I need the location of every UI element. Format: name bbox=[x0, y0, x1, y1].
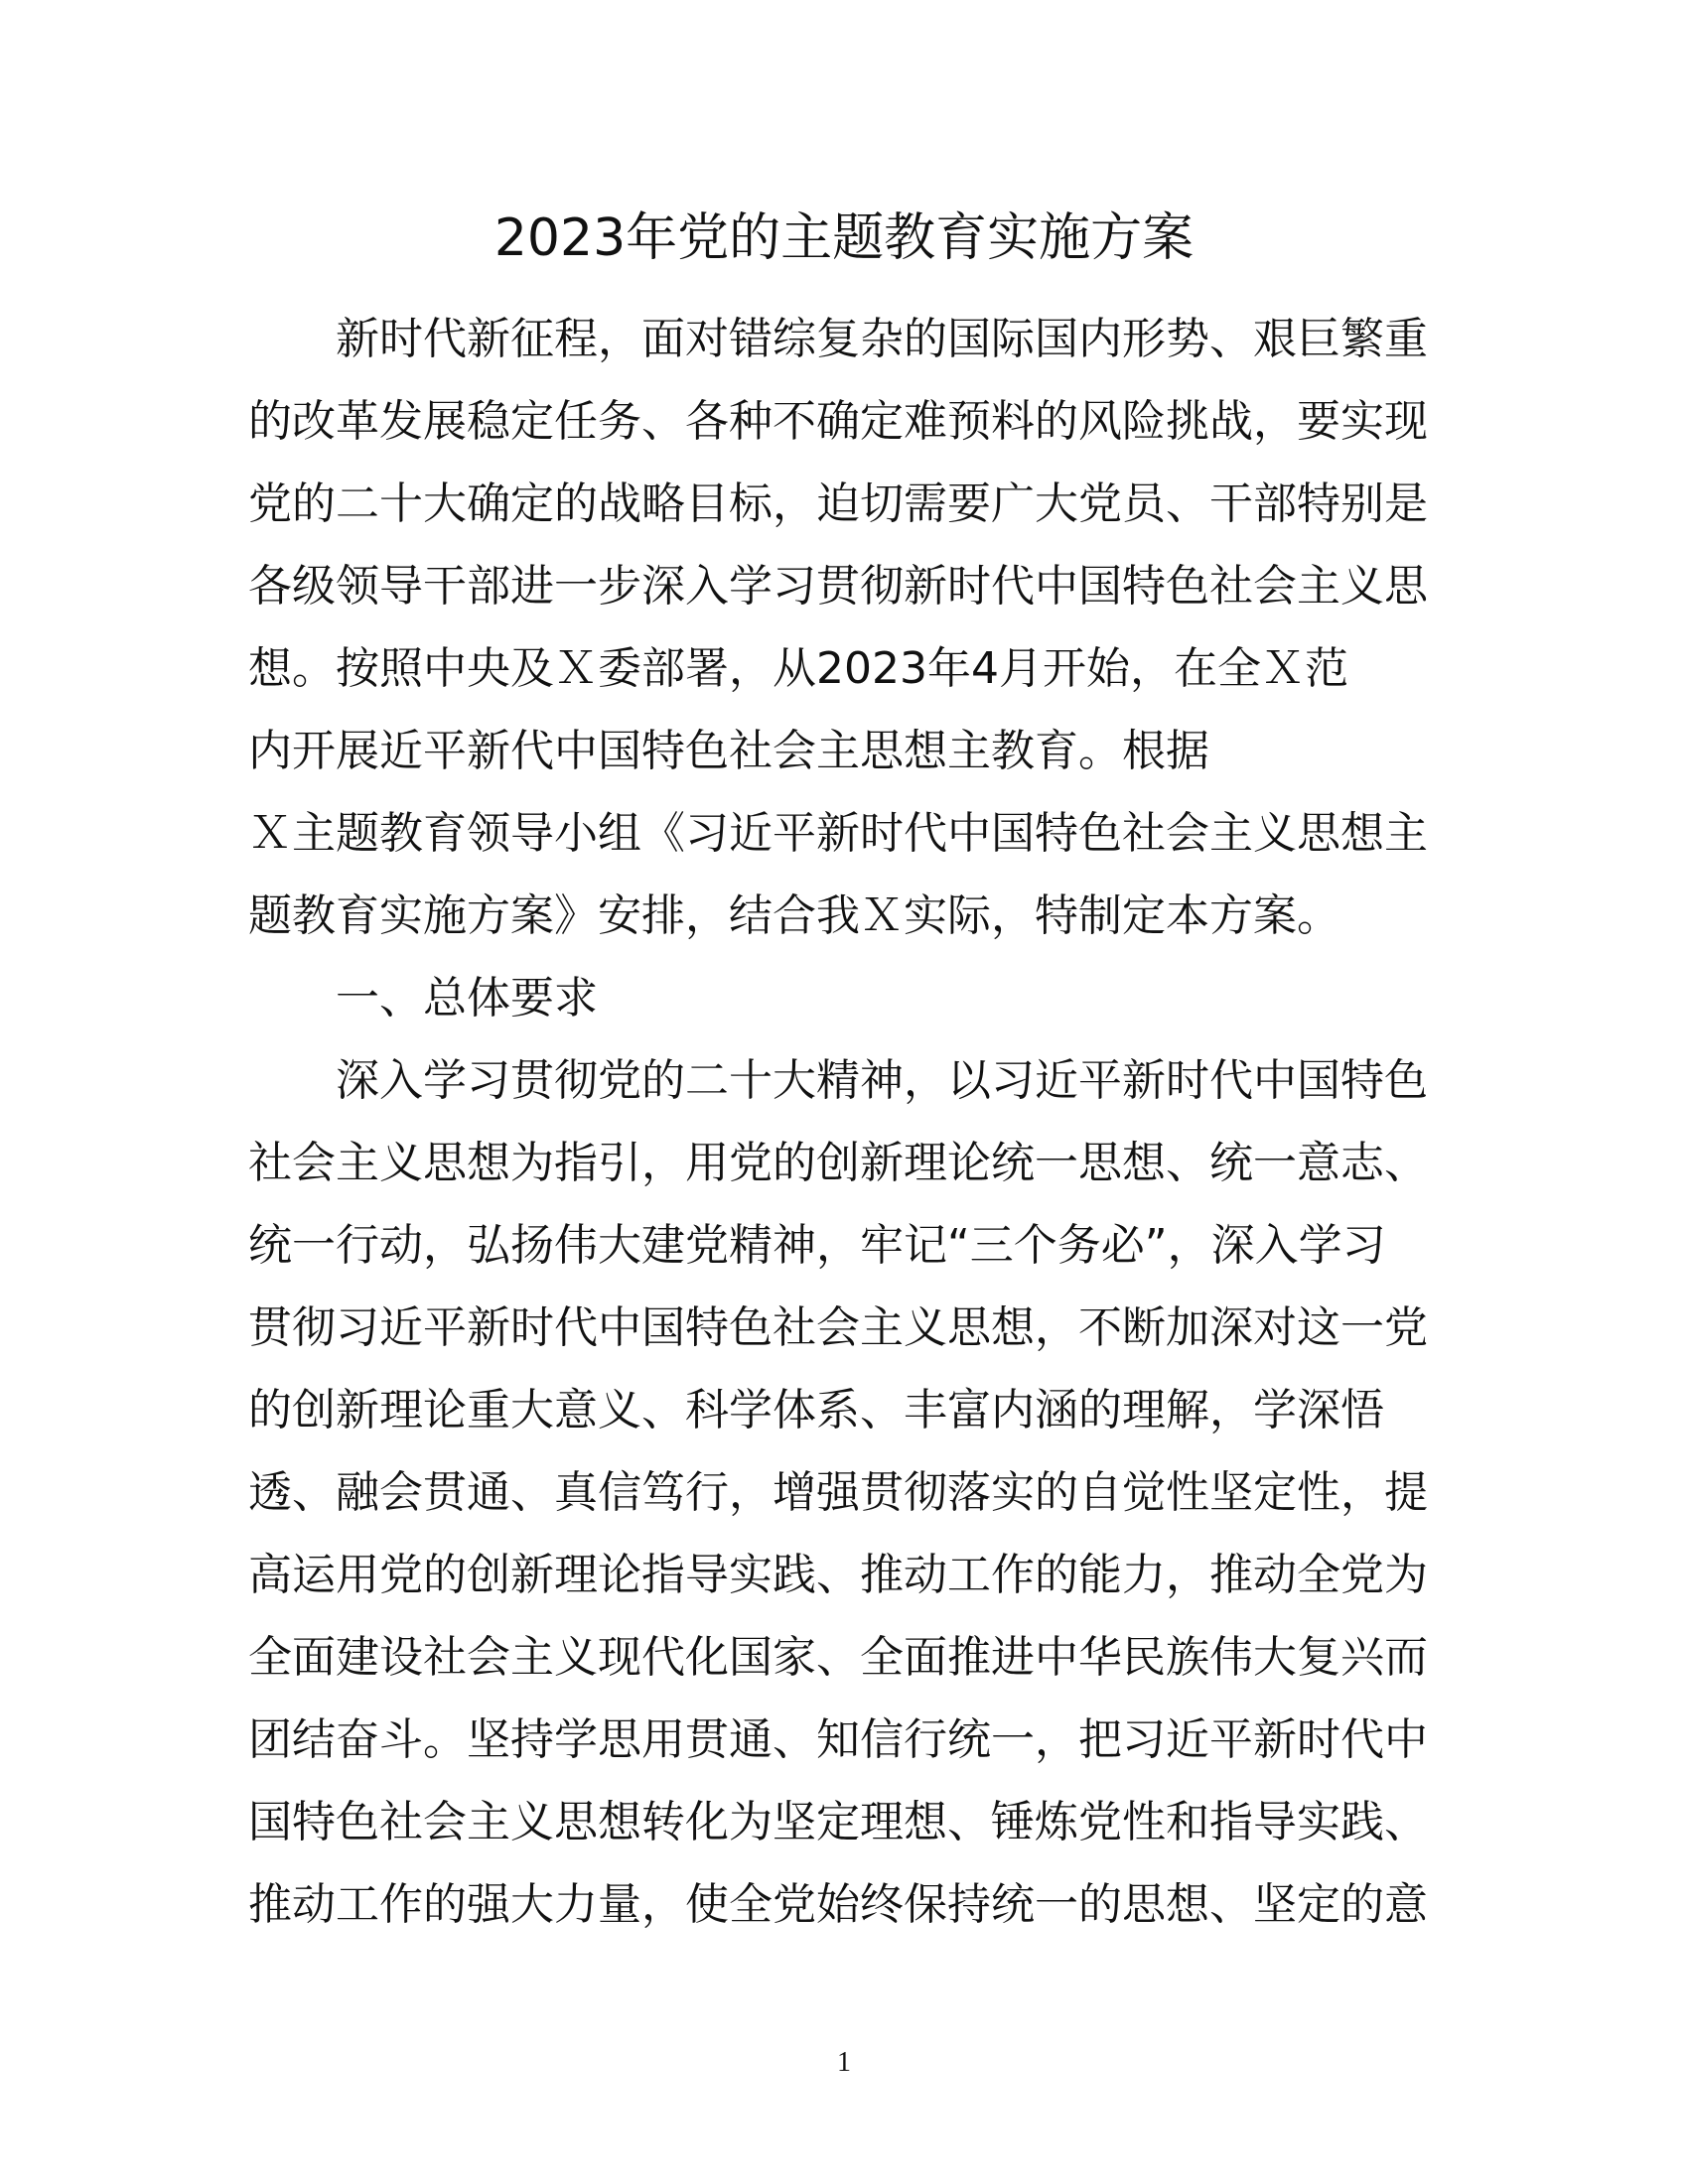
paragraph-line: Ｘ主题教育领导小组《习近平新时代中国特色社会主义思想主 bbox=[248, 808, 1428, 859]
paragraph-line: 想。按照中央及Ｘ委部署，从2023年4月开始，在全Ｘ范 bbox=[248, 643, 1348, 694]
paragraph-line: 新时代新征程，面对错综复杂的国际国内形势、艰巨繁重 bbox=[336, 314, 1428, 364]
paragraph-line: 的创新理论重大意义、科学体系、丰富内涵的理解，学深悟 bbox=[248, 1385, 1384, 1435]
paragraph-line: 的改革发展稳定任务、各种不确定难预料的风险挑战，要实现 bbox=[248, 396, 1428, 447]
paragraph-line: 全面建设社会主义现代化国家、全面推进中华民族伟大复兴而 bbox=[248, 1632, 1428, 1683]
paragraph-line: 内开展近平新代中国特色社会主思想主教育。根据 bbox=[248, 726, 1209, 776]
document-title: 2023年党的主题教育实施方案 bbox=[493, 208, 1195, 268]
intro-paragraph bbox=[248, 298, 1440, 957]
paragraph-line: 党的二十大确定的战略目标，迫切需要广大党员、干部特别是 bbox=[248, 478, 1428, 529]
paragraph-line: 社会主义思想为指引，用党的创新理论统一思想、统一意志、 bbox=[248, 1138, 1428, 1188]
page-number: 1 bbox=[837, 2047, 851, 2078]
paragraph-line: 透、融会贯通、真信笃行，增强贯彻落实的自觉性坚定性，提 bbox=[248, 1467, 1428, 1518]
paragraph-line: 推动工作的强大力量，使全党始终保持统一的思想、坚定的意 bbox=[248, 1879, 1428, 1930]
section-heading: 一、总体要求 bbox=[336, 973, 598, 1024]
paragraph-line: 国特色社会主义思想转化为坚定理想、锤炼党性和指导实践、 bbox=[248, 1797, 1428, 1847]
paragraph-line: 统一行动，弘扬伟大建党精神，牢记“三个务必”，深入学习 bbox=[248, 1220, 1386, 1271]
section-paragraph bbox=[248, 1039, 1440, 1946]
paragraph-line: 团结奋斗。坚持学思用贯通、知信行统一，把习近平新时代中 bbox=[248, 1714, 1428, 1765]
paragraph-line: 深入学习贯彻党的二十大精神，以习近平新时代中国特色 bbox=[336, 1055, 1428, 1106]
paragraph-line: 各级领导干部进一步深入学习贯彻新时代中国特色社会主义思 bbox=[248, 561, 1428, 612]
paragraph-line: 高运用党的创新理论指导实践、推动工作的能力，推动全党为 bbox=[248, 1550, 1428, 1600]
paragraph-line: 题教育实施方案》安排，结合我Ｘ实际，特制定本方案。 bbox=[248, 890, 1340, 941]
document-body bbox=[248, 298, 1440, 1946]
paragraph-line: 贯彻习近平新时代中国特色社会主义思想，不断加深对这一党 bbox=[248, 1302, 1428, 1353]
